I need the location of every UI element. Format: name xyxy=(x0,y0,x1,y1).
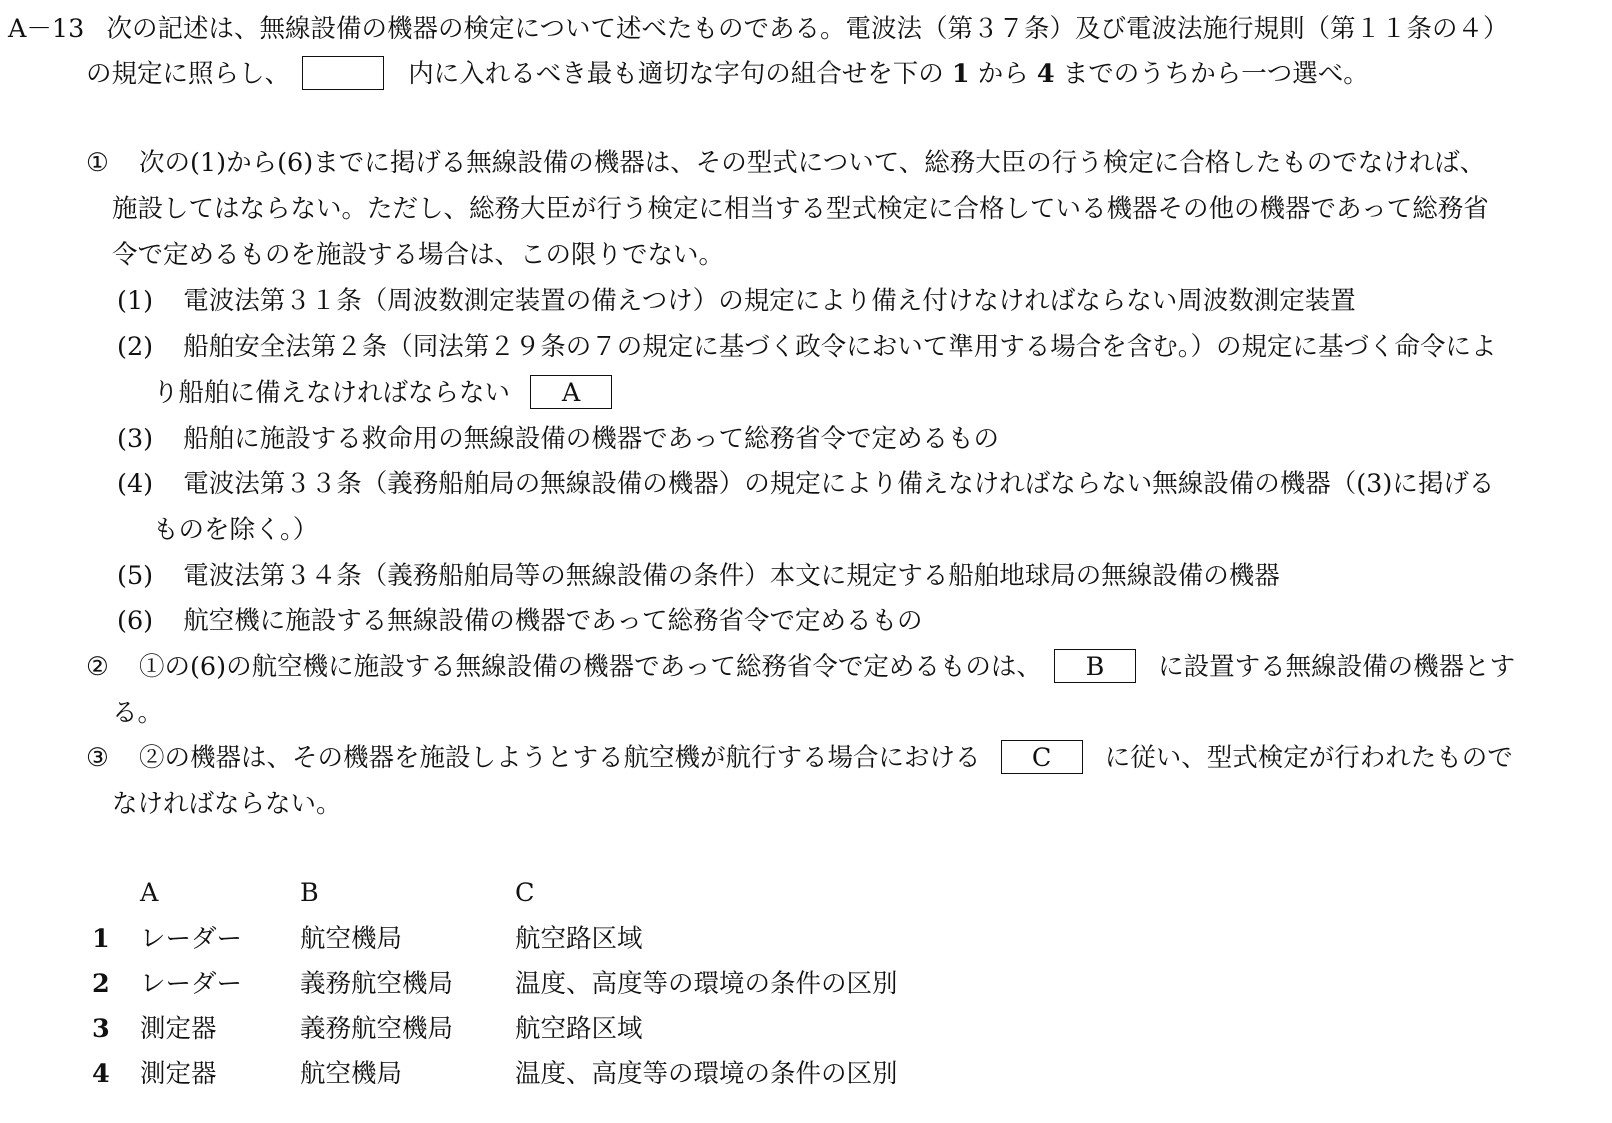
item-3-text: に従い、型式検定が行われたもので xyxy=(1104,743,1513,773)
answer-cell-a: 測定器 xyxy=(140,1059,217,1089)
item-3-line-1 xyxy=(86,735,1513,781)
sub-item-text: 電波法第３１条（周波数測定装置の備えつけ）の規定により備え付けなければならない周波数測定装置 xyxy=(183,286,1356,316)
sub-item-4 xyxy=(117,461,1494,507)
question-stem-line-2 xyxy=(86,51,1369,97)
answer-cell-c: 温度、高度等の環境の条件の区別 xyxy=(515,1059,898,1089)
sub-item-marker: (2) xyxy=(117,332,154,362)
answer-cell-b: 義務航空機局 xyxy=(300,969,454,999)
stem-text: までのうちから一つ選べ。 xyxy=(1062,59,1369,89)
answer-cell-b: 航空機局 xyxy=(300,924,403,954)
item-1-text: 次の(1)から(6)までに掲げる無線設備の機器は、その型式について、総務大臣の行う検定に合格したものでなければ、 xyxy=(138,148,1486,178)
blank-box-c: C xyxy=(1001,740,1083,774)
answer-number: 3 xyxy=(92,1014,110,1044)
sub-item-text: 電波法第３４条（義務船舶局等の無線設備の条件）本文に規定する船舶地球局の無線設備の機器 xyxy=(183,561,1280,591)
sub-item-marker: (4) xyxy=(117,469,154,499)
answer-number: 1 xyxy=(92,924,110,954)
answer-cell-c: 航空路区域 xyxy=(515,1014,643,1044)
item-3-line-2: なければならない。 xyxy=(112,789,342,819)
answer-cell-b: 航空機局 xyxy=(300,1059,403,1089)
item-1-line-1 xyxy=(86,140,1485,186)
item-2-line-2: る。 xyxy=(112,698,164,728)
sub-item-marker: (1) xyxy=(117,286,154,316)
sub-item-text: 航空機に施設する無線設備の機器であって総務省令で定めるもの xyxy=(183,606,923,636)
item-1-line-3: 令で定めるものを施設する場合は、この限りでない。 xyxy=(112,240,725,270)
stem-number: 4 xyxy=(1036,59,1055,89)
sub-item-marker: (5) xyxy=(117,561,154,591)
sub-item-5 xyxy=(117,553,1280,599)
stem-text: 内に入れるべき最も適切な字句の組合せを下の xyxy=(408,59,944,89)
item-1-marker: ① xyxy=(86,148,109,178)
blank-box-a: A xyxy=(530,375,612,409)
item-3-marker: ③ xyxy=(86,743,109,773)
sub-item-2 xyxy=(117,324,1497,370)
item-2-text: ①の(6)の航空機に施設する無線設備の機器であって総務省令で定めるものは、 xyxy=(138,652,1042,682)
answer-header-b: B xyxy=(300,878,319,908)
answer-cell-c: 航空路区域 xyxy=(515,924,643,954)
item-2-marker: ② xyxy=(86,652,109,682)
stem-text: から xyxy=(977,59,1029,89)
answer-number: 4 xyxy=(92,1059,110,1089)
sub-item-1 xyxy=(117,278,1356,324)
sub-item-6 xyxy=(117,598,922,644)
item-1-line-2: 施設してはならない。ただし、総務大臣が行う検定に相当する型式検定に合格している機器その他の機器であって総務省 xyxy=(112,194,1489,224)
sub-item-marker: (6) xyxy=(117,606,154,636)
item-2-line-1 xyxy=(86,644,1515,690)
blank-box-example xyxy=(302,56,384,90)
sub-item-text: り船舶に備えなければならない xyxy=(153,378,511,408)
sub-item-4-continued: ものを除く。） xyxy=(153,515,319,545)
stem-number: 1 xyxy=(951,59,970,89)
question-stem-line-1 xyxy=(8,6,1508,52)
question-number: A－13 xyxy=(8,14,85,44)
answer-header-c: C xyxy=(515,878,535,908)
sub-item-text: 船舶安全法第２条（同法第２９条の７の規定に基づく政令において準用する場合を含む。）の規定に基づく命令によ xyxy=(183,332,1497,362)
answer-cell-b: 義務航空機局 xyxy=(300,1014,454,1044)
answer-number: 2 xyxy=(92,969,110,999)
sub-item-marker: (3) xyxy=(117,424,154,454)
answer-header-a: A xyxy=(140,878,159,908)
sub-item-2-continued xyxy=(153,370,612,416)
answer-cell-c: 温度、高度等の環境の条件の区別 xyxy=(515,969,898,999)
question-stem-text: 次の記述は、無線設備の機器の検定について述べたものである。電波法（第３７条）及び電波法施行規則（第１１条の４） xyxy=(106,14,1509,44)
sub-item-text: 船舶に施設する救命用の無線設備の機器であって総務省令で定めるもの xyxy=(183,424,999,454)
item-3-text: ②の機器は、その機器を施設しようとする航空機が航行する場合における xyxy=(138,743,981,773)
stem-text: の規定に照らし、 xyxy=(86,59,291,89)
item-2-text: に設置する無線設備の機器とす xyxy=(1158,652,1516,682)
answer-cell-a: レーダー xyxy=(140,924,243,954)
blank-box-b: B xyxy=(1054,649,1136,683)
answer-cell-a: 測定器 xyxy=(140,1014,217,1044)
answer-cell-a: レーダー xyxy=(140,969,243,999)
sub-item-text: 電波法第３３条（義務船舶局の無線設備の機器）の規定により備えなければならない無線設備の機器（(3)に掲げる xyxy=(183,469,1495,499)
sub-item-3 xyxy=(117,416,999,462)
